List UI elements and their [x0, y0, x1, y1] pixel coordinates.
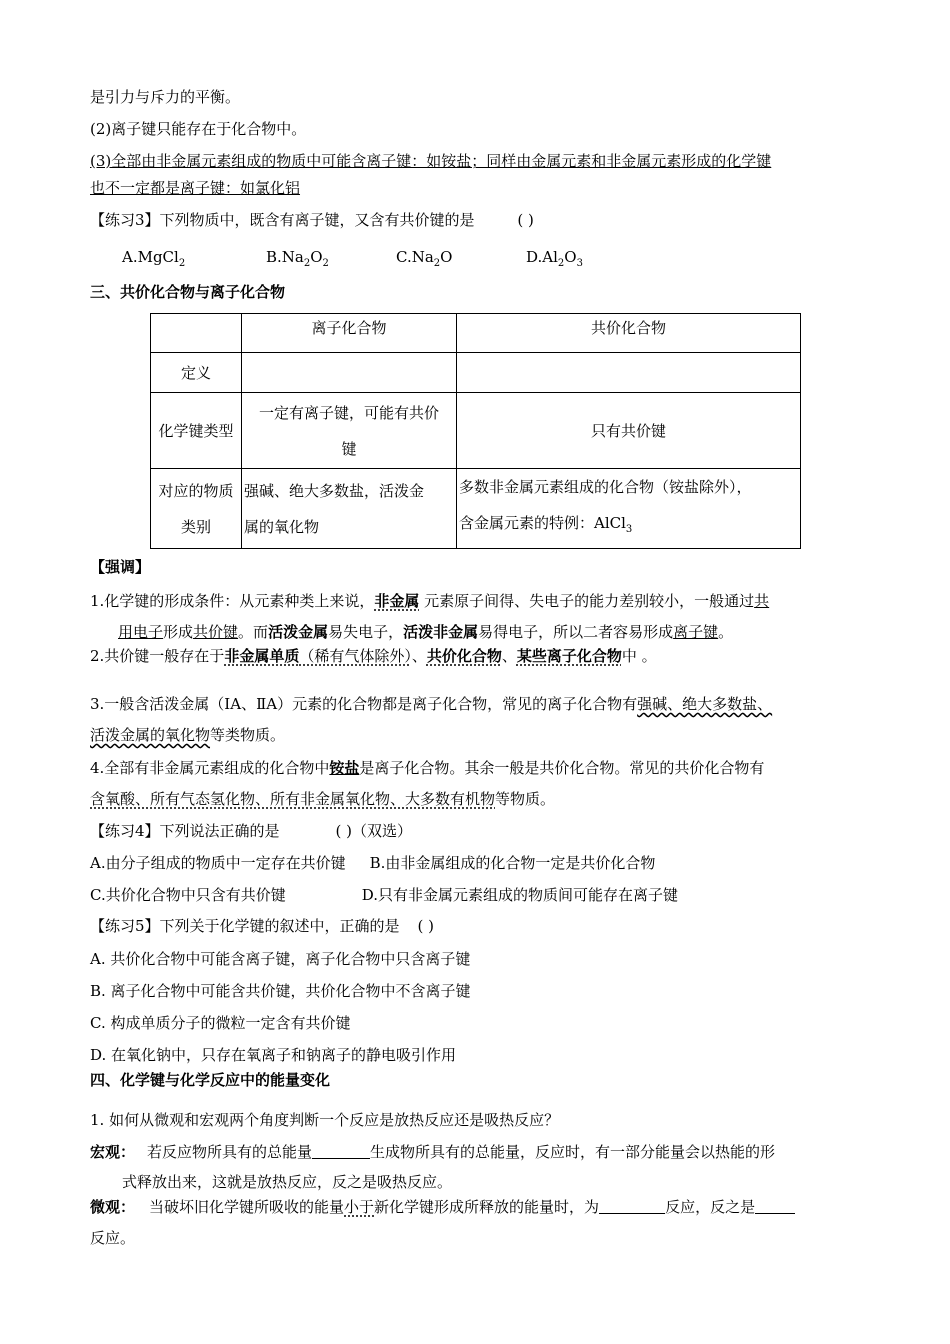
practice-4-stem: 【练习4】下列说法正确的是 ( )（双选） [90, 822, 413, 840]
table-cell: 强碱、绝大多数盐，活泼金 属的氧化物 [242, 469, 457, 549]
text-line: 也不一定都是离子键：如氯化铝 [90, 179, 301, 197]
option-c: $C.Na_2O$ [396, 248, 453, 269]
option-c: C.共价化合物中只含有共价键 [90, 886, 286, 904]
answer-paren: ( ) [517, 211, 534, 229]
table-header: 离子化合物 [242, 314, 457, 353]
option-c: C. 构成单质分子的微粒一定含有共价键 [90, 1014, 351, 1032]
row-label: 化学键类型 [151, 393, 242, 469]
text-line: (3)全部由非金属元素组成的物质中可能含离子键：如铵盐；同样由金属元素和非金属元素形成的化学键 [90, 152, 772, 170]
emphasis-p3: 3.一般含活泼金属（ⅠA、ⅡA）元素的化合物都是离子化合物，常见的离子化合物有强碱、绝大多数盐、 [90, 695, 773, 713]
fill-blank[interactable] [599, 1198, 665, 1214]
section-heading: 三、共价化合物与离子化合物 [90, 283, 286, 301]
section-heading: 四、化学键与化学反应中的能量变化 [90, 1071, 331, 1089]
table-cell: 一定有离子键，可能有共价 键 [242, 393, 457, 469]
question-text: 【练习3】下列物质中，既含有离子键，又含有共价键的是 [90, 211, 475, 229]
option-a: A. 共价化合物中可能含离子键，离子化合物中只含离子键 [90, 950, 471, 968]
option-b: B. 离子化合物中可能含共价键，共价化合物中不含离子键 [90, 982, 471, 1000]
option-a: A.MgCl$_2$ [122, 248, 186, 269]
option-b: $B.Na_2O_2$ [266, 248, 329, 269]
emphasis-p1-cont: 用电子形成共价键。而活泼金属易失电子，活泼非金属易得电子，所以二者容易形成离子键。 [118, 623, 734, 641]
emphasis-p4-cont: 含氧酸、所有气态氢化物、所有非金属氧化物、大多数有机物等物质。 [90, 790, 556, 808]
table-cell [151, 314, 242, 353]
emphasis-p4: 4.全部有非金属元素组成的化合物中铵盐是离子化合物。其余一般是共价化合物。常见的共价化合物有 [90, 759, 765, 777]
table-cell [457, 353, 801, 393]
row-label: 定义 [151, 353, 242, 393]
option-d: D. 在氧化钠中，只存在氧离子和钠离子的静电吸引作用 [90, 1046, 457, 1064]
table-cell: 只有共价键 [457, 393, 801, 469]
text-line: (2)离子键只能存在于化合物中。 [90, 120, 307, 138]
row-label: 对应的物质 类别 [151, 469, 242, 549]
practice-5-stem: 【练习5】下列关于化学键的叙述中，正确的是 ( ) [90, 917, 435, 935]
micro-line-cont: 反应。 [90, 1229, 136, 1247]
question-text: 1. 如何从微观和宏观两个角度判断一个反应是放热反应还是吸热反应？ [90, 1111, 560, 1129]
option-b: B.由非金属组成的化合物一定是共价化合物 [369, 854, 656, 872]
micro-line: 微观： 当破坏旧化学键所吸收的能量小于新化学键形成所释放的能量时，为 反应，反之是 [90, 1197, 795, 1217]
fill-blank[interactable] [755, 1198, 795, 1214]
emphasis-p1: 1.化学键的形成条件：从元素种类上来说，非金属 元素原子间得、失电子的能力差别较小，一般通过共 [90, 592, 770, 610]
emphasis-p3-cont: 活泼金属的氧化物等类物质。 [90, 726, 286, 744]
fill-blank[interactable] [312, 1143, 370, 1159]
option-d: $D.Al_2O_3$ [526, 248, 583, 269]
table-cell: 多数非金属元素组成的化合物（铵盐除外）， 含金属元素的特例：AlCl$_3$ [457, 469, 801, 549]
text-line: 是引力与斥力的平衡。 [90, 88, 241, 106]
practice-3-stem [90, 210, 534, 230]
macro-line-cont: 式释放出来，这就是放热反应，反之是吸热反应。 [122, 1173, 453, 1191]
emphasis-heading: 【强调】 [90, 558, 151, 576]
table-header: 共价化合物 [457, 314, 801, 353]
emphasis-p2: 2.共价键一般存在于非金属单质（稀有气体除外）、共价化合物、某些离子化合物中 。 [90, 647, 657, 665]
macro-line: 宏观： 若反应物所具有的总能量 生成物所具有的总能量，反应时，有一部分能量会以热能的形 [90, 1143, 776, 1161]
comparison-table [150, 313, 801, 549]
practice-4-options [90, 853, 655, 873]
option-d: D.只有非金属元素组成的物质间可能存在离子键 [361, 886, 678, 904]
option-a: A.由分子组成的物质中一定存在共价键 [90, 854, 346, 872]
practice-4-options [90, 885, 678, 905]
table-cell [242, 353, 457, 393]
